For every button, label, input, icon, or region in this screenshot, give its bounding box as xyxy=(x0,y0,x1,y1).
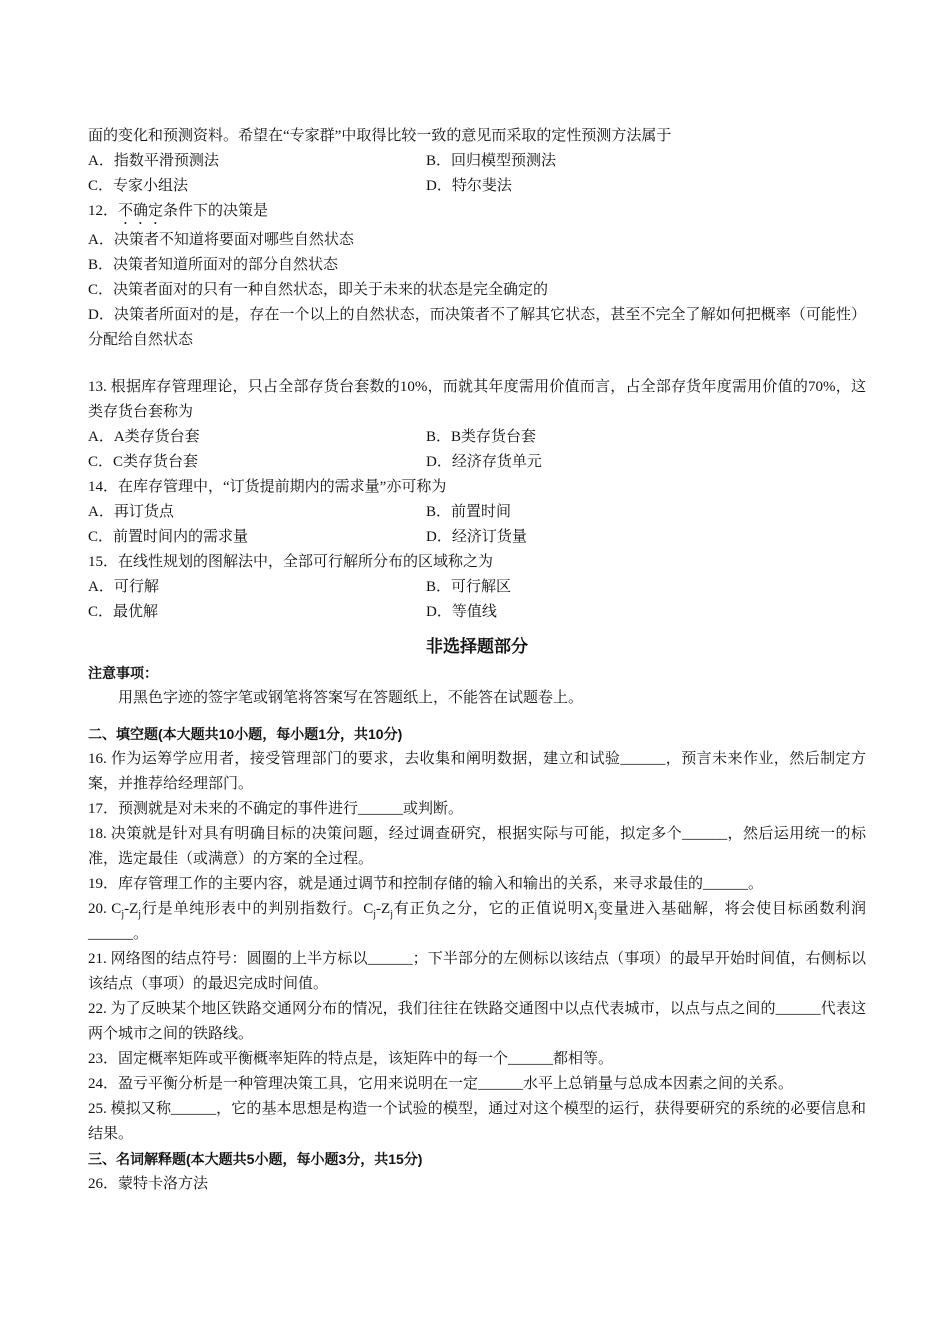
q26: 26．蒙特卡洛方法 xyxy=(88,1176,209,1192)
q20-part1: 20. C xyxy=(88,901,122,917)
exam-page xyxy=(88,124,866,1197)
q11-options-row2 xyxy=(88,174,866,199)
q11-option-a: A．指数平滑预测法 xyxy=(88,153,219,169)
q12-option-b: B．决策者知道所面对的部分自然状态 xyxy=(88,257,339,273)
q15-stem: 15．在线性规划的图解法中，全部可行解所分布的区域称之为 xyxy=(88,554,494,570)
q11-option-d: D．特尔斐法 xyxy=(426,178,512,194)
q21: 21. 网络图的结点符号：圆圈的上半方标以______；下半部分的左侧标以该结点（事项）的最早开始时间值，右侧标以该结点（事项）的最迟完成时间值。 xyxy=(88,951,866,992)
q15-options-row2 xyxy=(88,600,866,625)
q19: 19．库存管理工作的主要内容，就是通过调节和控制存储的输入和输出的关系，来寻求最佳的______。 xyxy=(88,876,764,892)
q13-option-a: A．A类存货台套 xyxy=(88,429,200,445)
q20-sub5: j xyxy=(594,909,598,920)
q20-sub2: j xyxy=(138,909,142,920)
q13-options-row2 xyxy=(88,450,866,475)
q14-option-d: D．经济订货量 xyxy=(426,529,527,545)
notice-text: 用黑色字迹的签字笔或钢笔将答案写在答题纸上，不能答在试题卷上。 xyxy=(118,690,584,706)
q25: 25. 模拟又称______，它的基本思想是构造一个试验的模型，通过对这个模型的运行，获得要研究的系统的必要信息和结果。 xyxy=(88,1101,866,1142)
q12-emphasis: 不确定 xyxy=(118,203,164,219)
q11-option-b: B．回归模型预测法 xyxy=(426,153,557,169)
q20-part6: 变量进入基础解，将会使目标函数利润______。 xyxy=(88,901,866,942)
q20-part5: 有正负之分，它的正值说明X xyxy=(393,901,595,917)
q11-option-c: C．专家小组法 xyxy=(88,178,189,194)
q20-sub1: j xyxy=(121,909,125,920)
q13-stem: 13. 根据库存管理理论，只占全部存货台套数的10%，而就其年度需用价值而言，占全部存货年度需用价值的70%，这类存货台套称为 xyxy=(88,379,866,420)
q13-option-b: B．B类存货台套 xyxy=(426,429,537,445)
q15-option-b: B．可行解区 xyxy=(426,579,512,595)
q16: 16. 作为运筹学应用者，接受管理部门的要求，去收集和阐明数据，建立和试验______，预言未来作业，然后制定方案，并推荐给经理部门。 xyxy=(88,751,866,792)
q15-option-d: D．等值线 xyxy=(426,604,497,620)
q11-stem-tail: 面的变化和预测资料。希望在“专家群”中取得比较一致的意见而采取的定性预测方法属于 xyxy=(88,128,672,144)
q12-number: 12． xyxy=(88,203,119,219)
q12-option-c: C．决策者面对的只有一种自然状态，即关于未来的状态是完全确定的 xyxy=(88,282,549,298)
q22: 22. 为了反映某个地区铁路交通网分布的情况，我们往往在铁路交通图中以点代表城市，以点与点之间的______代表这两个城市之间的铁路线。 xyxy=(88,1001,866,1042)
q13-option-d: D．经济存货单元 xyxy=(426,454,542,470)
q13-option-c: C．C类存货台套 xyxy=(88,454,199,470)
q12-option-d: D．决策者所面对的是，存在一个以上的自然状态，而决策者不了解其它状态，甚至不完全了解如何把概率（可能性）分配给自然状态 xyxy=(88,307,866,348)
q18: 18. 决策就是针对具有明确目标的决策问题，经过调查研究，根据实际与可能，拟定多个______，然后运用统一的标准，选定最佳（或满意）的方案的全过程。 xyxy=(88,826,866,867)
q13-options-row1 xyxy=(88,425,866,450)
q20 xyxy=(88,897,866,947)
part3-title: 三、名词解释题(本大题共5小题，每小题3分，共15分) xyxy=(88,1151,423,1167)
q15-options-row1 xyxy=(88,575,866,600)
q14-option-a: A．再订货点 xyxy=(88,504,174,520)
q12-stem-rest: 条件下的决策是 xyxy=(163,203,269,219)
q14-option-c: C．前置时间内的需求量 xyxy=(88,529,249,545)
q24: 24．盈亏平衡分析是一种管理决策工具，它用来说明在一定______水平上总销量与总成本因素之间的关系。 xyxy=(88,1076,794,1092)
q17: 17．预测就是对未来的不确定的事件进行______或判断。 xyxy=(88,801,464,817)
q14-option-b: B．前置时间 xyxy=(426,504,512,520)
q20-sub4: j xyxy=(390,909,393,920)
q12-option-a: A．决策者不知道将要面对哪些自然状态 xyxy=(88,232,354,248)
q20-part3: 行是单纯形表中的判别指数行。C xyxy=(141,901,374,917)
q20-part4: -Z xyxy=(376,901,391,917)
q12-stem xyxy=(88,199,866,228)
q23: 23．固定概率矩阵或平衡概率矩阵的特点是，该矩阵中的每一个______都相等。 xyxy=(88,1051,614,1067)
q14-stem: 14．在库存管理中，“订货提前期内的需求量”亦可称为 xyxy=(88,479,447,495)
notice-title: 注意事项： xyxy=(88,665,158,681)
q15-option-a: A．可行解 xyxy=(88,579,159,595)
q15-option-c: C．最优解 xyxy=(88,604,159,620)
q20-part2: -Z xyxy=(124,901,139,917)
section-title: 非选择题部分 xyxy=(426,637,528,656)
q14-options-row1 xyxy=(88,500,866,525)
q14-options-row2 xyxy=(88,525,866,550)
q20-sub3: j xyxy=(373,909,377,920)
part2-title: 二、填空题(本大题共10小题，每小题1分，共10分) xyxy=(88,726,403,742)
q11-options-row1 xyxy=(88,149,866,174)
